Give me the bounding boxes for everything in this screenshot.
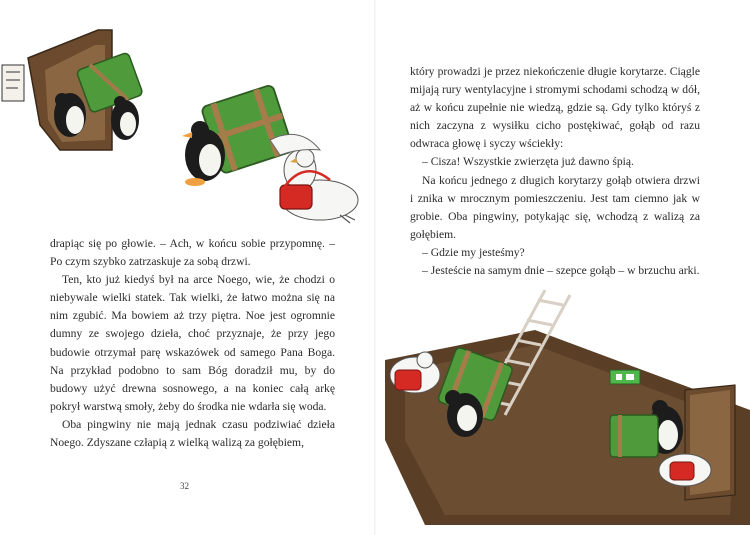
right-paragraph-5: – Jesteście na samym dnie – szepce gołąb – w brzuchu arki. [422, 264, 700, 278]
left-paragraph-1: drapiąc się po głowie. – Ach, w końcu sobie przypomnę. – Po czym szybko zatrzaskuje za sobą drzwi. [50, 237, 335, 269]
right-paragraph-1: który prowadzi je przez niekończenie długie korytarze. Ciągle mijają rury wentylacyjne i stromymi schodami schodzą w dół, aż w końcu zupełnie nie wiedzą, gdzie są. Gdy tylko któryś z nich zaczyna z wysiłku cicho postękiwać, gołąb od razu odwraca głowę i syczy wściekły: [410, 65, 700, 151]
right-paragraph-4: – Gdzie my jesteśmy? [422, 245, 525, 259]
red-bag-left [395, 370, 421, 390]
left-page-text [50, 235, 335, 452]
right-paragraph-3: Na końcu jednego z długich korytarzy gołąb otwiera drzwi i znika w mrocznym pomieszczeniu. Jest tam ciemno jak w grobie. Oba pingwiny, potykając się, wchodzą z walizą za gołębiem. [410, 173, 700, 241]
left-paragraph-2: Ten, kto już kiedyś był na arce Noego, wie, że chodzi o niebywale wielki statek. Tak wielki, że łatwo można się na nim zgubić. Ma bowiem aż trzy piętra. Noe jest ogromnie dumny ze swojego dzieła, choć przyznaje, że przy jego budowie otrzymał parę wskazówek od samego Pana Boga. Na przykład podobno to sam Bóg doradził mu, by do budowy użyć drewna sosnowego, a na koniec całą arkę pokrył warstwą smoły, żeby do środka nie wdarła się woda. [50, 273, 335, 413]
illustration-dark-hold [385, 290, 750, 525]
suitcase-green-right [610, 415, 658, 457]
right-page-text [410, 63, 700, 280]
right-paragraph-2: – Cisza! Wszystkie zwierzęta już dawno śpią. [422, 155, 634, 169]
illustration-penguins-at-door [0, 20, 375, 225]
door-sign [2, 65, 24, 101]
red-bag [280, 185, 312, 209]
page-number: 32 [180, 481, 189, 491]
red-bag-right [670, 462, 694, 480]
exit-sign [610, 370, 640, 384]
left-paragraph-3: Oba pingwiny nie mają jednak czasu podziwiać dzieła Noego. Zdyszane człapią z wielką walizą za gołębiem, [50, 417, 335, 450]
